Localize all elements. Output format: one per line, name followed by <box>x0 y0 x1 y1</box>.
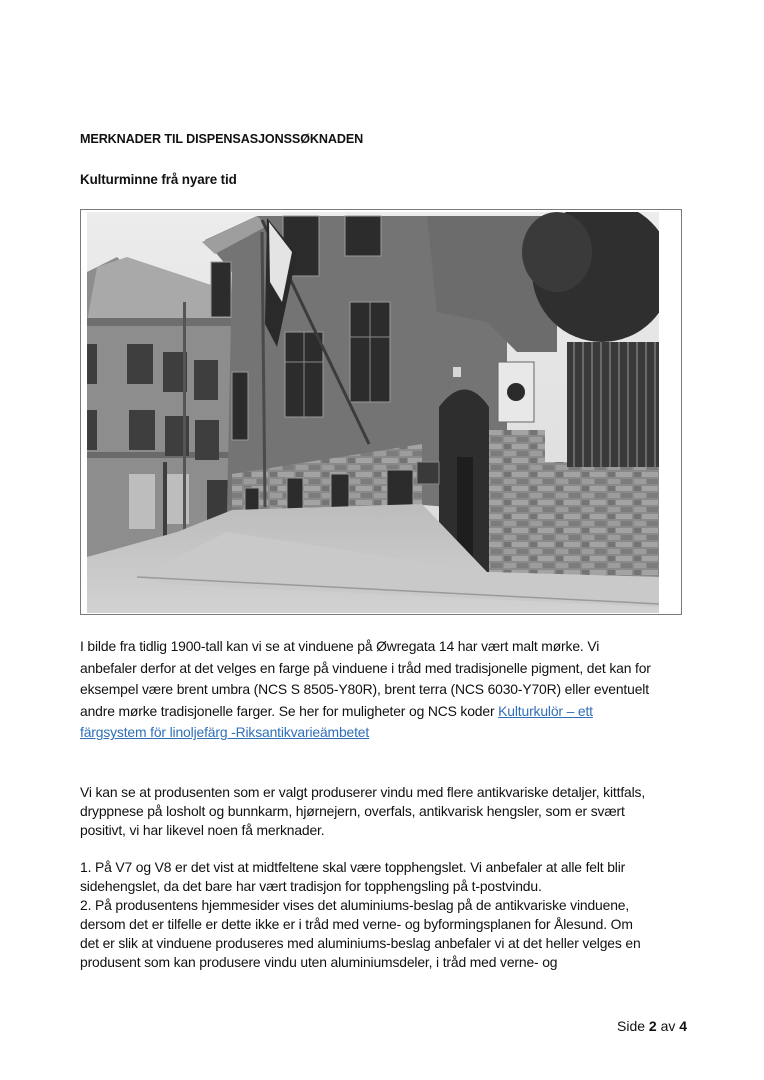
remark-1-line: 1. På V7 og V8 er det vist at midtfeltene skal være topphengslet. Vi anbefaler at alle felt blir <box>80 859 626 875</box>
text-segment: andre mørke tradisjonelle farger. Se her for muligheter og NCS koder <box>80 702 499 719</box>
text-line: eksempel være brent umbra (NCS S 8505-Y80R), brent terra (NCS 6030-Y70R) eller eventuelt <box>80 681 649 698</box>
remark-2-line: produsent som kan produsere vindu uten aluminiumsdeler, i tråd med verne- og <box>80 954 558 970</box>
document-heading: MERKNADER TIL DISPENSASJONSSØKNADEN <box>80 132 364 146</box>
section-subheading: Kulturminne frå nyare tid <box>80 172 237 187</box>
page-number-footer <box>617 1018 687 1034</box>
historic-building-photo <box>87 212 659 613</box>
photo-frame <box>80 209 682 615</box>
total-page-count: 4 <box>679 1018 688 1034</box>
paragraph-window-color <box>80 636 695 744</box>
paragraph-producer-details <box>80 783 695 841</box>
paragraph-numbered-remarks <box>80 858 695 972</box>
remark-1-line: sidehengslet, da det bare har vært tradisjon for topphengsling på t-postvindu. <box>80 878 542 894</box>
text-line: I bilde fra tidlig 1900-tall kan vi se at vinduene på Øwregata 14 har vært malt mørke. Vi <box>80 638 600 654</box>
kulturkulor-link[interactable]: Kulturkulör – ett <box>498 702 593 719</box>
footer-separator: av <box>656 1018 680 1034</box>
remark-2-line: 2. På produsentens hjemmesider vises det aluminiums-beslag på de antikvariske vinduene, <box>80 897 630 913</box>
text-line: Vi kan se at produsenten som er valgt produserer vindu med flere antikvariske detaljer, kittfals, <box>80 784 646 800</box>
current-page-number: 2 <box>648 1018 657 1034</box>
remark-2-line: det er slik at vinduene produseres med aluminiums-beslag anbefaler vi at det heller velges en <box>80 935 641 951</box>
footer-prefix: Side <box>617 1018 649 1034</box>
text-line <box>80 722 695 744</box>
text-line: anbefaler derfor at det velges en farge på vinduene i tråd med tradisjonelle pigment, det kan for <box>80 659 651 676</box>
text-line: dryppnese på losholt og bunnkarm, hjørnejern, overfals, antikvarisk hengsler, som er svært <box>80 803 625 820</box>
kulturkulor-link-continued[interactable]: färgsystem för linoljefärg -Riksantikvarieämbetet <box>80 724 370 741</box>
remark-2-line: dersom det er tilfelle er dette ikke er i tråd med verne- og byformingsplanen for Ålesund. Om <box>80 916 633 932</box>
text-line: positivt, vi har likevel noen få merknader. <box>80 822 325 839</box>
text-line-with-link <box>80 701 695 723</box>
